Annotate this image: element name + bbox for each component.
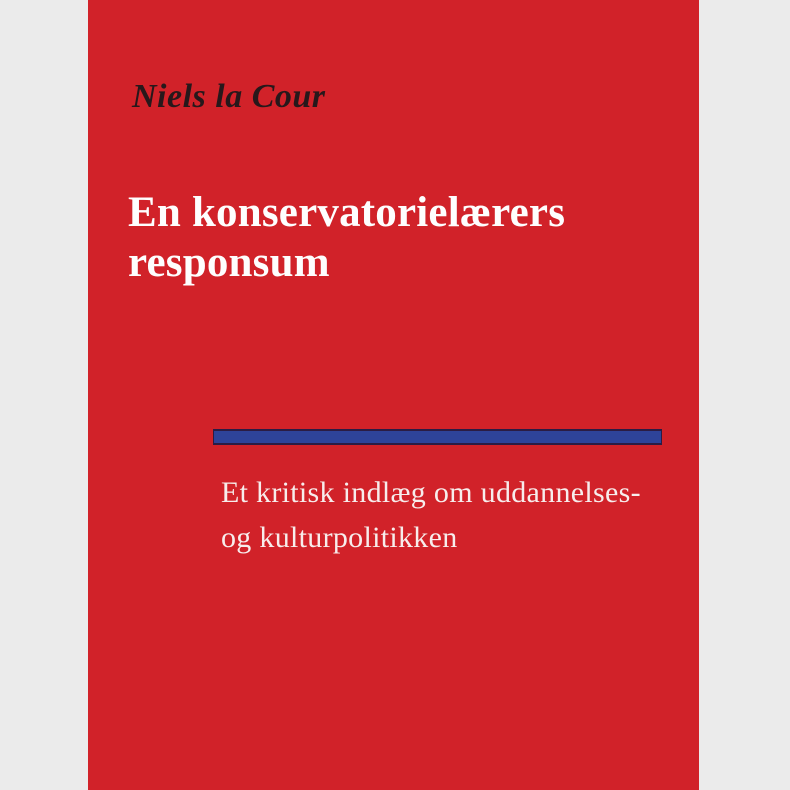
book-cover [88,0,699,790]
horizontal-rule [213,429,662,445]
book-subtitle [221,470,681,560]
book-subtitle-line1: Et kritisk indlæg om uddannelses- [221,476,641,509]
author-name: Niels la Cour [132,78,326,115]
book-title [128,188,668,288]
book-title-line1: En konservatorielærers [128,189,566,236]
book-title-line2: responsum [128,239,330,286]
book-subtitle-line2: og kulturpolitikken [221,521,458,554]
